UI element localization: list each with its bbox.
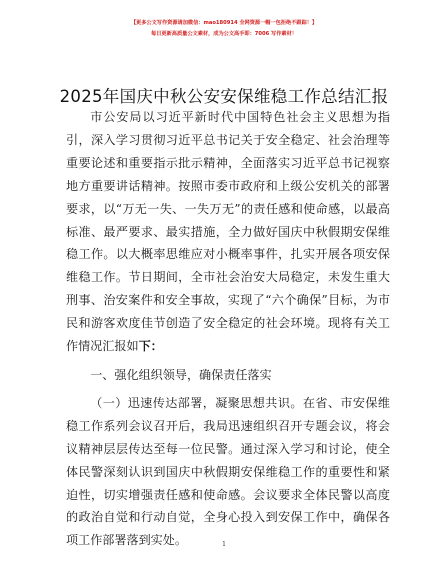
header-banner (0, 18, 448, 40)
page-number: 1 (222, 541, 226, 548)
intro-text: 市公安局以习近平新时代中国特色社会主义思想为指引，深入学习贯彻习近平总书记关于安全稳定、社会治理等重要论述和重要指示批示精神，全面落实习近平总书记视察地方重要讲话精神。按照市委市政府和上级公安机关的部署要求，以“万无一失、一失万无”的责任感和使命感，以最高标准、最严要求、最实措施，全力做好国庆中秋假期安保维稳工作。以大概率思维应对小概率事件，扎实开展各项安保维稳工作。节日期间，全市社会治安大局稳定，未发生重大刑事、治安案件和安全事故，实现了“六个确保”目标，为市民和游客欢度佳节创造了安全稳定的社会环境。现将有关工作情况汇报如 (66, 110, 390, 354)
banner-line-1: 【更多公文写作资源请加微信：mao180914 全网资源一帽一包拒绝不跟踪！】 (130, 20, 318, 26)
document-title: 2025年国庆中秋公安安保维稳工作总结汇报 (59, 87, 389, 106)
banner-line-2: 每日更新高质量公文素材，成为公文高手即：7006 写作素材！ (151, 31, 297, 37)
section-1-paragraph-1: （一）迅速传达部署，凝聚思想共识。在省、市安保维稳工作系列会议召开后，我局迅速组织召开专题会议，将会议精神层层传达至每一位民警。通过深入学习和讨论，使全体民警深刻认识到国庆中秋假期安保维稳工作的重要性和紧迫性，切实增强责任感和使命感。会议要求全体民警以高度的政治自觉和行动自觉，全身心投入到安保工作中，确保各项工作部署落到实处。 (66, 395, 390, 548)
section-heading-1: 一、强化组织领导，确保责任落实 (90, 367, 272, 382)
intro-paragraph (66, 106, 390, 358)
document-body (66, 106, 390, 552)
intro-tail: 下： (138, 339, 163, 354)
